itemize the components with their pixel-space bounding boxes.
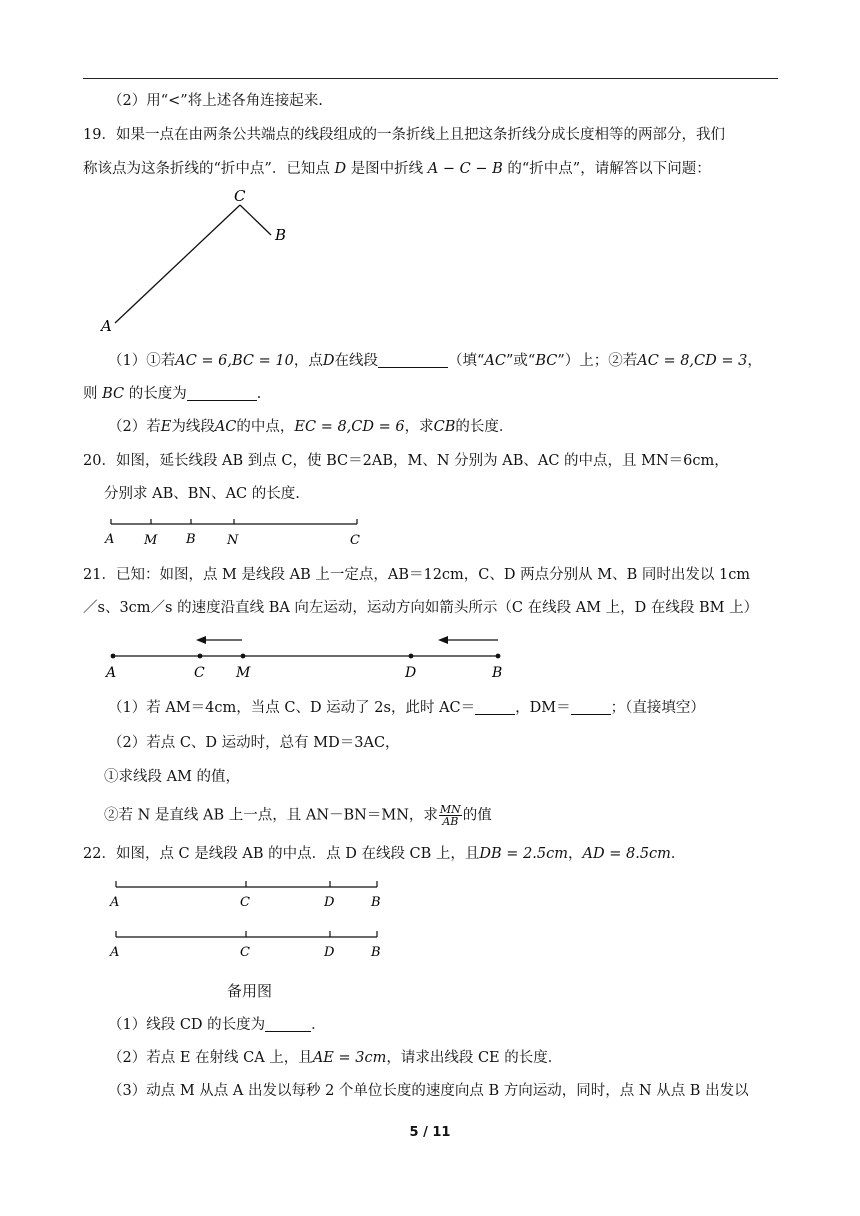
fraction-numerator: MN bbox=[439, 803, 461, 816]
point-label-m: M bbox=[236, 665, 251, 681]
point-label-m: M bbox=[144, 533, 158, 548]
math: AC = 8,CD = 3 bbox=[637, 353, 748, 369]
math: EC = 8,CD = 6 bbox=[294, 419, 405, 435]
question-21-part-2 bbox=[108, 733, 400, 753]
math: CB bbox=[433, 419, 456, 435]
answer-blank[interactable] bbox=[475, 699, 515, 715]
point-a bbox=[111, 654, 116, 659]
question-22-part-3 bbox=[108, 1081, 749, 1101]
figure-19 bbox=[95, 185, 305, 335]
text: ”或“ bbox=[505, 353, 536, 369]
point-label-b: B bbox=[275, 226, 287, 244]
point-b bbox=[496, 654, 501, 659]
text: ，点 bbox=[293, 353, 323, 369]
point-label-d: D bbox=[324, 895, 335, 910]
math: AE = 3cm bbox=[312, 1050, 387, 1066]
text: （2）用“<”将上述各角连接起来. bbox=[108, 93, 323, 109]
point-d bbox=[409, 654, 414, 659]
text: ，求 bbox=[404, 419, 434, 435]
point-label-d: D bbox=[324, 945, 335, 960]
math: E bbox=[160, 419, 172, 435]
question-20-line-1 bbox=[83, 451, 729, 471]
question-21-part-1 bbox=[108, 698, 705, 718]
point-label-b: B bbox=[186, 532, 196, 547]
point-m bbox=[241, 654, 246, 659]
header-rule bbox=[83, 78, 778, 79]
text: 22．如图，点 C 是线段 AB 的中点．点 D 在线段 CB 上，且 bbox=[83, 846, 480, 862]
math: D bbox=[322, 353, 335, 369]
text: （2）若点 C、D 运动时，总有 MD＝3AC， bbox=[108, 735, 400, 751]
question-20-line-2 bbox=[104, 484, 300, 504]
point-label-c: C bbox=[350, 533, 360, 548]
math: D bbox=[334, 161, 347, 177]
point-label-b: B bbox=[371, 895, 381, 910]
text: ． bbox=[670, 846, 686, 862]
point-label-c: C bbox=[194, 665, 205, 681]
math: BC bbox=[102, 386, 125, 402]
text: 称该点为这条折线的“折中点”．已知点 bbox=[83, 161, 330, 177]
figure-22 bbox=[100, 876, 400, 912]
text: （1）线段 CD 的长度为 bbox=[108, 1017, 266, 1033]
text: （3）动点 M 从点 A 出发以每秒 2 个单位长度的速度向点 B 方向运动，同时，点 N 从点 B 出发以 bbox=[108, 1083, 749, 1099]
math: AC bbox=[484, 353, 506, 369]
math: A − C − B bbox=[427, 161, 503, 177]
text: 21．已知：如图，点 M 是线段 AB 上一定点，AB＝12cm，C、D 两点分别从 M、B 同时出发以 1cm bbox=[83, 567, 751, 583]
point-label-a: A bbox=[101, 317, 112, 335]
text: 的长度． bbox=[455, 419, 514, 435]
arrow-d-head bbox=[438, 636, 448, 644]
text: （2）若 bbox=[108, 419, 161, 435]
text: 为线段 bbox=[171, 419, 215, 435]
point-label-a: A bbox=[110, 945, 120, 960]
text: 的长度为 bbox=[128, 386, 187, 402]
text: 是图中折线 bbox=[350, 161, 424, 177]
point-label-c: C bbox=[234, 187, 246, 205]
question-21-part-2-2 bbox=[104, 804, 492, 827]
point-label-b: B bbox=[492, 665, 503, 681]
point-label-n: N bbox=[227, 533, 239, 548]
text: ． bbox=[311, 1017, 326, 1033]
point-label-b: B bbox=[371, 945, 381, 960]
text: ①求线段 AM 的值， bbox=[104, 769, 241, 785]
math: AC bbox=[214, 419, 237, 435]
answer-blank[interactable] bbox=[571, 699, 611, 715]
question-21-line-2 bbox=[83, 598, 758, 618]
point-label-a: A bbox=[105, 532, 115, 547]
figure-20 bbox=[100, 515, 370, 551]
text: （1）①若 bbox=[108, 353, 176, 369]
text: 的中点， bbox=[236, 419, 295, 435]
segment-cb bbox=[240, 205, 271, 235]
question-22-part-2 bbox=[108, 1048, 562, 1068]
text: ／s、3cm／s 的速度沿直线 BA 向左运动，运动方向如箭头所示（C 在线段 AM 上，D 在线段 BM 上） bbox=[83, 600, 759, 616]
question-19-part-1 bbox=[108, 351, 762, 371]
math: DB = 2.5cm bbox=[479, 846, 569, 862]
question-21-line-1 bbox=[83, 565, 750, 585]
text: （1）若 AM＝4cm，当点 C、D 运动了 2s，此时 AC＝ bbox=[108, 700, 476, 716]
text: ， bbox=[568, 846, 583, 862]
answer-blank[interactable] bbox=[378, 352, 448, 368]
text: ，请求出线段 CE 的长度． bbox=[386, 1050, 563, 1066]
text: 则 bbox=[83, 386, 98, 402]
point-label-d: D bbox=[405, 665, 417, 681]
text: 分别求 AB、BN、AC 的长度. bbox=[104, 486, 300, 502]
question-21-part-2-1 bbox=[104, 767, 240, 787]
question-22-line-1 bbox=[83, 844, 685, 864]
fraction-denominator: AB bbox=[442, 815, 459, 828]
question-19-part-1b bbox=[83, 384, 271, 404]
question-19-line-2 bbox=[83, 159, 711, 179]
math: AD = 8.5cm bbox=[582, 846, 671, 862]
page-number: 5 / 11 bbox=[409, 1125, 451, 1140]
point-c bbox=[198, 654, 203, 659]
text: ”）上；②若 bbox=[557, 353, 638, 369]
text: 的值 bbox=[462, 807, 492, 824]
figure-21 bbox=[100, 628, 520, 684]
fraction bbox=[439, 804, 462, 827]
point-label-a: A bbox=[110, 895, 120, 910]
arrow-c-head bbox=[196, 636, 206, 644]
spare-figure-caption: 备用图 bbox=[227, 982, 273, 1000]
segment-ac bbox=[115, 205, 240, 323]
text: （2）若点 E 在射线 CA 上，且 bbox=[108, 1050, 313, 1066]
text: 在线段 bbox=[334, 353, 378, 369]
math: AC = 6,BC = 10 bbox=[175, 353, 294, 369]
answer-blank[interactable] bbox=[187, 385, 257, 401]
text: 的“折中点”，请解答以下问题： bbox=[507, 161, 711, 177]
text: 20．如图，延长线段 AB 到点 C，使 BC＝2AB，M、N 分别为 AB、AC 的中点，且 MN＝6cm， bbox=[83, 453, 729, 469]
point-label-c: C bbox=[240, 895, 250, 910]
text: （填“ bbox=[447, 353, 485, 369]
text-line bbox=[108, 91, 323, 111]
figure-22-spare bbox=[100, 926, 400, 962]
text: ；（直接填空） bbox=[610, 700, 705, 716]
question-19-part-2 bbox=[108, 417, 513, 437]
math: BC bbox=[535, 353, 558, 369]
answer-blank[interactable] bbox=[265, 1016, 311, 1032]
point-label-a: A bbox=[106, 665, 117, 681]
text: ，DM＝ bbox=[515, 700, 571, 716]
question-22-part-1 bbox=[108, 1015, 326, 1035]
question-19-line-1 bbox=[83, 125, 725, 145]
text: ． bbox=[256, 386, 272, 402]
point-label-c: C bbox=[240, 945, 250, 960]
text: ， bbox=[747, 353, 762, 369]
text: ②若 N 是直线 AB 上一点，且 AN－BN＝MN，求 bbox=[104, 807, 438, 824]
text: 19．如果一点在由两条公共端点的线段组成的一条折线上且把这条折线分成长度相等的两部分，我们 bbox=[83, 127, 725, 143]
